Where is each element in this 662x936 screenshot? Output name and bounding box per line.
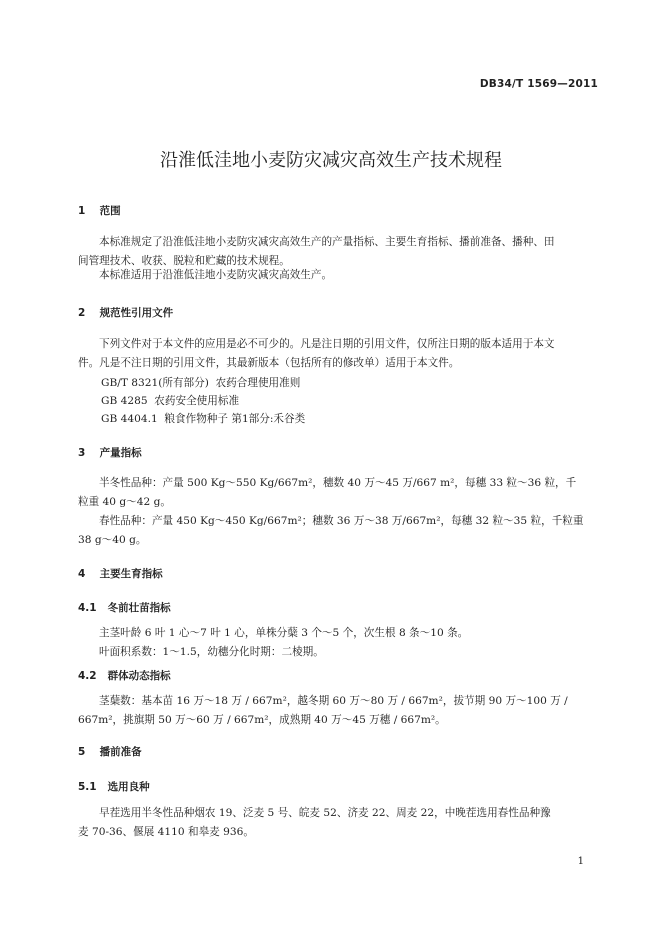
section-heading-5 [78,744,142,759]
normative-reference: GB/T 8321(所有部分) 农药合理使用准则 [101,377,301,389]
section-3-paragraph-2: 春性品种：产量 450 Kg～450 Kg/667m²；穗数 36 万～38 万/667m²，每穗 32 粒～35 粒，千粒重 38 g～40 g。 [78,515,584,546]
section-title: 规范性引用文件 [99,307,174,319]
normative-reference: GB 4404.1 粮食作物种子 第1部分:禾谷类 [101,413,306,425]
subsection-number: 5.1 [78,781,97,793]
section-number: 2 [78,307,86,319]
subsection-heading-4-2 [78,668,171,683]
document-title: 沿淮低洼地小麦防灾减灾高效生产技术规程 [160,150,502,171]
subsection-heading-4-1 [78,600,171,615]
page-number: 1 [577,856,584,867]
section-3-paragraph-1: 半冬性品种：产量 500 Kg～550 Kg/667m²，穗数 40 万～45 万/667 m²，每穗 33 粒～36 粒，千 粒重 40 g～42 g。 [78,477,577,508]
document-code: DB34/T 1569—2011 [479,78,598,90]
section-number: 5 [78,746,86,758]
section-title: 范围 [99,205,121,217]
section-title: 主要生育指标 [99,568,163,580]
subsection-number: 4.2 [78,670,97,682]
section-5-1-paragraph-1: 早茬选用半冬性品种烟农 19、泛麦 5 号、皖麦 52、济麦 22、周麦 22，中晚茬选用春性品种豫 麦 70-36、偃展 4110 和皋麦 936。 [78,807,551,838]
section-title: 产量指标 [99,447,142,459]
section-4-2-paragraph-1: 茎蘖数：基本苗 16 万～18 万 / 667m²，越冬期 60 万～80 万 / 667m²，拔节期 90 万～100 万 / 667m²，挑旗期 50 万～60 万 / 667m²，成熟期 40 万～45 万穗 / 667m²。 [78,695,568,726]
section-number: 3 [78,447,86,459]
section-heading-4 [78,566,163,581]
subsection-number: 4.1 [78,602,97,614]
section-heading-1 [78,203,121,218]
section-2-paragraph-1: 下列文件对于本文件的应用是必不可少的。凡是注日期的引用文件，仅所注日期的版本适用于本文 件。凡是不注日期的引用文件，其最新版本（包括所有的修改单）适用于本文件。 [78,338,555,369]
subsection-title: 群体动态指标 [107,670,171,682]
section-title: 播前准备 [99,746,142,758]
section-heading-2 [78,305,173,320]
normative-reference: GB 4285 农药安全使用标准 [101,395,240,407]
section-4-1-paragraph-2: 叶面积系数：1～1.5，幼穗分化时期：二棱期。 [99,646,324,658]
subsection-title: 选用良种 [107,781,150,793]
section-number: 1 [78,205,86,217]
section-1-paragraph-1: 本标准规定了沿淮低洼地小麦防灾减灾高效生产的产量指标、主要生育指标、播前准备、播种、田 间管理技术、收获、脱粒和贮藏的技术规程。 [78,236,555,267]
section-number: 4 [78,568,86,580]
section-4-1-paragraph-1: 主茎叶龄 6 叶 1 心～7 叶 1 心，单株分蘖 3 个～5 个，次生根 8 条～10 条。 [99,627,469,639]
subsection-title: 冬前壮苗指标 [107,602,171,614]
subsection-heading-5-1 [78,779,150,794]
section-1-paragraph-2: 本标准适用于沿淮低洼地小麦防灾减灾高效生产。 [99,269,333,281]
section-heading-3 [78,445,142,460]
